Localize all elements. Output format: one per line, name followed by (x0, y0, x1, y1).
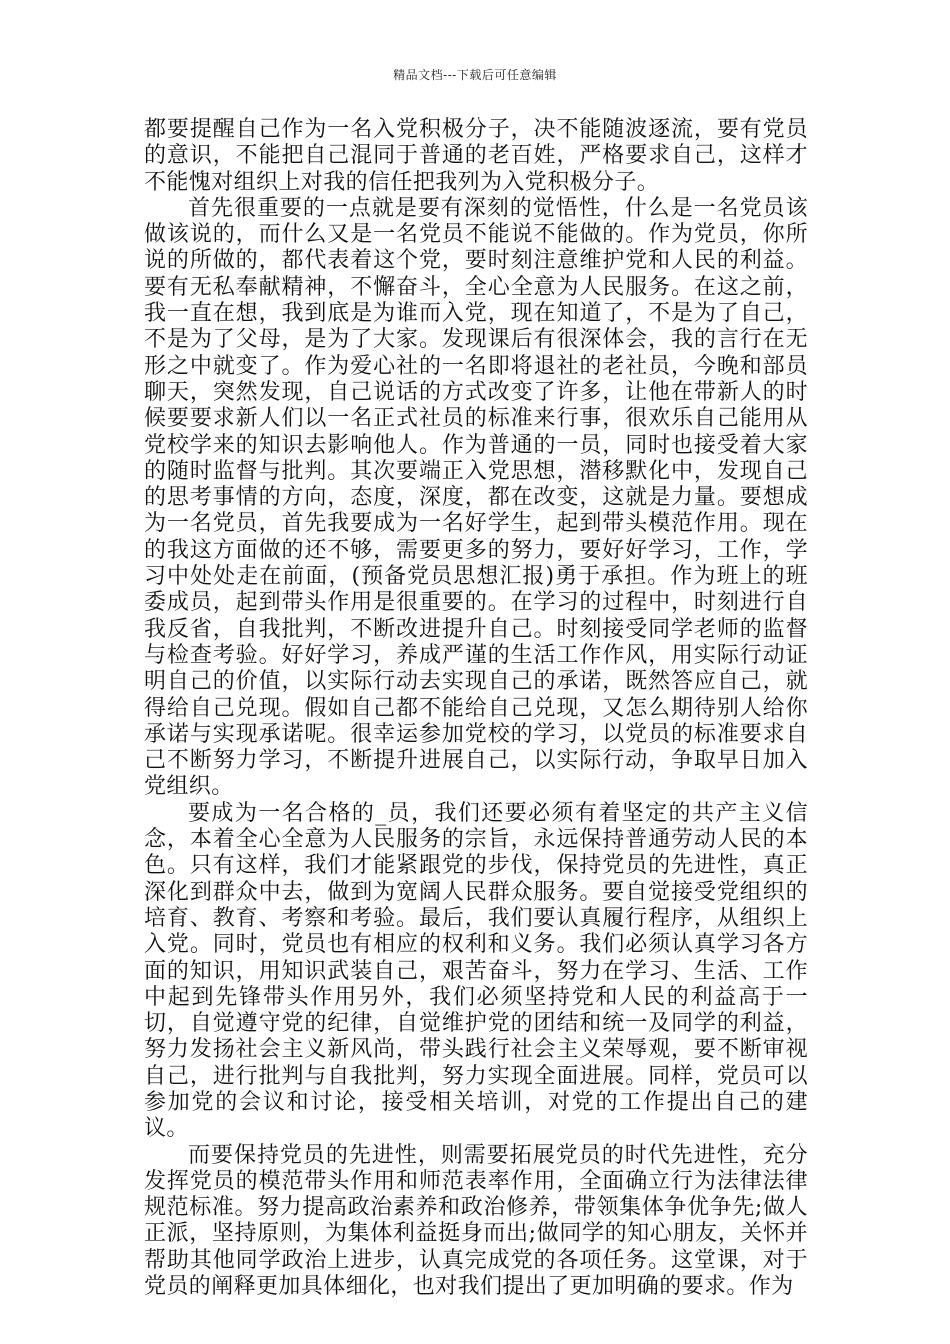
paragraph-4: 而要保持党员的先进性，则需要拓展党员的时代先进性，充分发挥党员的模范带头作用和师范表率作用，全面确立行为法律法律规范标准。努力提高政治素养和政治修养，带领集体争优争先;做人正派，坚持原则，为集体利益挺身而出;做同学的知心朋友，关怀并帮助其他同学政治上进步，认真完成党的各项任务。这堂课，对于党员的阐释更加具体细化，也对我们提出了更加明确的要求。作为 (144, 1142, 808, 1300)
paragraph-2: 首先很重要的一点就是要有深刻的觉悟性，什么是一名党员该做该说的，而什么又是一名党员不能说不能做的。作为党员，你所说的所做的，都代表着这个党，要时刻注意维护党和人民的利益。要有无私奉献精神，不懈奋斗，全心全意为人民服务。在这之前，我一直在想，我到底是为谁而入党，现在知道了，不是为了自己，不是为了父母，是为了大家。发现课后有很深体会，我的言行在无形之中就变了。作为爱心社的一名即将退社的老社员，今晚和部员聊天，突然发现，自己说话的方式改变了许多，让他在带新人的时候要要求新人们以一名正式社员的标准来行事，很欢乐自己能用从党校学来的知识去影响他人。作为普通的一员，同时也接受着大家的随时监督与批判。其次要端正入党思想，潜移默化中，发现自己的思考事情的方向，态度，深度，都在改变，这就是力量。要想成为一名党员，首先我要成为一名好学生，起到带头模范作用。现在的我这方面做的还不够，需要更多的努力，要好好学习，工作，学习中处处走在前面，(预备党员思想汇报)勇于承担。作为班上的班委成员，起到带头作用是很重要的。在学习的过程中，时刻进行自我反省，自我批判，不断改进提升自己。时刻接受同学老师的监督与检查考验。好好学习，养成严谨的生活工作作风，用实际行动证明自己的价值，以实际行动去实现自己的承诺，既然答应自己，就得给自己兑现。假如自己都不能给自己兑现，又怎么期待别人给你承诺与实现承诺呢。很幸运参加党校的学习，以党员的标准要求自己不断努力学习，不断提升进展自己，以实际行动，争取早日加入党组织。 (144, 195, 808, 800)
paragraph-1: 都要提醒自己作为一名入党积极分子，决不能随波逐流，要有党员的意识，不能把自己混同于普通的老百姓，严格要求自己，这样才不能愧对组织上对我的信任把我列为入党积极分子。 (144, 117, 808, 195)
paragraph-3: 要成为一名合格的_员，我们还要必须有着坚定的共产主义信念，本着全心全意为人民服务的宗旨，永远保持普通劳动人民的本色。只有这样，我们才能紧跟党的步伐，保持党员的先进性，真正深化到群众中去，做到为宽阔人民群众服务。要自觉接受党组织的培育、教育、考察和考验。最后，我们要认真履行程序，从组织上入党。同时，党员也有相应的权利和义务。我们必须认真学习各方面的知识，用知识武装自己，艰苦奋斗，努力在学习、生活、工作中起到先锋带头作用另外，我们必须坚持党和人民的利益高于一切，自觉遵守党的纪律，自觉维护党的团结和统一及同学的利益，努力发扬社会主义新风尚，带头践行社会主义荣辱观，要不断审视自己，进行批判与自我批判，努力实现全面进展。同样，党员可以参加党的会议和讨论，接受相关培训，对党的工作提出自己的建议。 (144, 800, 808, 1142)
page-header: 精品文档---下载后可任意编辑 (393, 68, 557, 82)
document-body (144, 117, 808, 1300)
